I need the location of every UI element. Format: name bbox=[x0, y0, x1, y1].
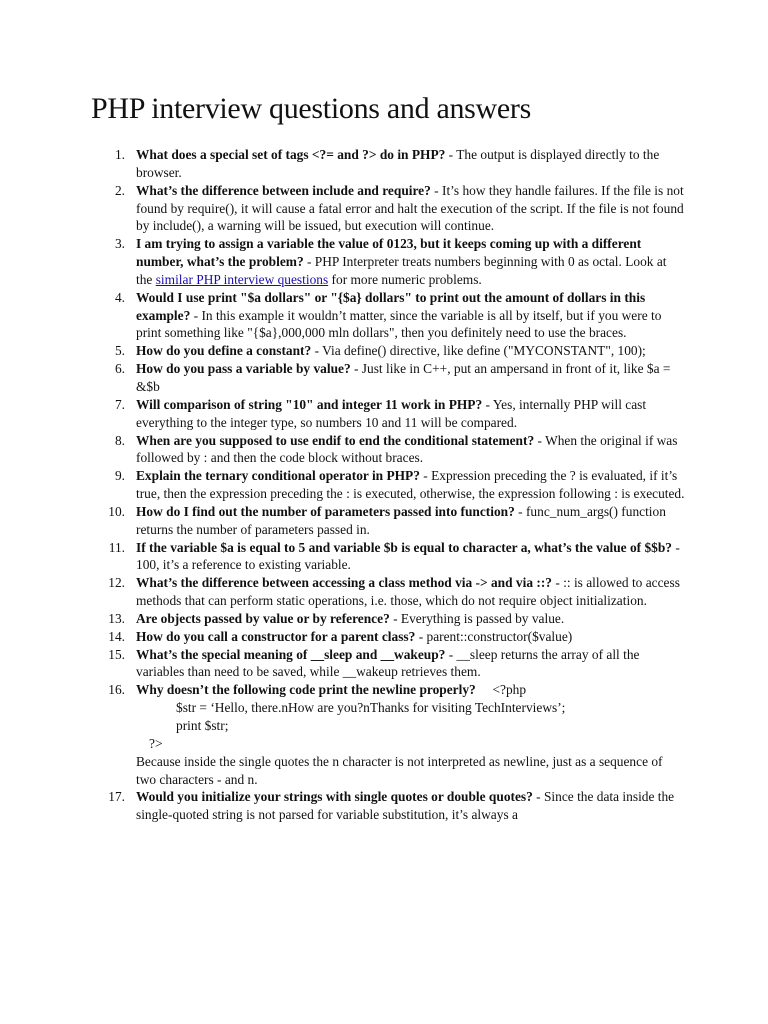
question-text: How do you pass a variable by value? bbox=[136, 361, 351, 377]
question-text: What’s the difference between include and require? bbox=[136, 182, 431, 198]
code-line: ?> bbox=[149, 735, 163, 751]
item-number: 12. bbox=[108, 575, 125, 591]
answer-text: - Just like in C++, put an ampersand in front of it, like $a = &$b bbox=[136, 361, 671, 394]
answer-text: - In this example it wouldn’t matter, since the variable is all by itself, but if you were to print something like "{$a},000,000 mln dollars", then you definitely need to use the braces. bbox=[136, 307, 662, 341]
answer-text: - Since the data inside the single-quoted string is not parsed for variable substitution, it’s always a bbox=[136, 789, 675, 823]
list-item bbox=[95, 342, 685, 360]
list-item bbox=[95, 432, 685, 468]
question-text: If the variable $a is equal to 5 and variable $b is equal to character a, what’s the value of $$b? bbox=[136, 539, 672, 555]
item-number: 15. bbox=[108, 646, 125, 662]
answer-text: - parent::constructor($value) bbox=[415, 628, 573, 644]
list-item bbox=[95, 610, 685, 628]
item-number: 5. bbox=[114, 343, 125, 359]
answer-text: - Everything is passed by value. bbox=[389, 610, 565, 626]
page-title: PHP interview questions and answers bbox=[91, 92, 531, 125]
question-text: How do you call a constructor for a parent class? bbox=[136, 628, 416, 644]
answer-text: - func_num_args() function returns the number of parameters passed in. bbox=[136, 503, 666, 537]
list-item bbox=[95, 146, 685, 182]
list-item bbox=[95, 788, 685, 824]
question-text: How do you define a constant? bbox=[136, 343, 312, 359]
item-number: 16. bbox=[108, 682, 125, 698]
list-item bbox=[95, 574, 685, 610]
answer-text: - :: is allowed to access methods that can perform static operations, i.e. those, which do not require object initialization. bbox=[136, 575, 680, 609]
answer-text: - Yes, internally PHP will cast everything to the integer type, so numbers 10 and 11 will be compared. bbox=[136, 396, 647, 430]
list-item bbox=[95, 539, 685, 575]
code-line: $str = ‘Hello, there.nHow are you?nThanks for visiting TechInterviews’; bbox=[176, 700, 566, 716]
item-number: 11. bbox=[108, 539, 125, 555]
item-number: 7. bbox=[114, 396, 125, 412]
item-number: 13. bbox=[108, 610, 125, 626]
item-number: 10. bbox=[108, 503, 125, 519]
answer-text: Because inside the single quotes the n character is not interpreted as newline, just as a sequence of two characters - and n. bbox=[136, 753, 663, 787]
answer-text: - PHP Interpreter treats numbers beginning with 0 as octal. Look at the bbox=[136, 254, 667, 287]
item-number: 2. bbox=[114, 182, 125, 198]
question-text: How do I find out the number of parameters passed into function? bbox=[136, 503, 515, 519]
item-number: 17. bbox=[108, 789, 125, 805]
code-line: print $str; bbox=[176, 718, 229, 733]
item-number: 8. bbox=[114, 432, 125, 448]
list-item bbox=[95, 396, 685, 432]
answer-text: - __sleep returns the array of all the variables than need to be saved, while __wakeup retrieves them. bbox=[136, 646, 640, 680]
question-text: Would I use print "$a dollars" or "{$a} dollars" to print out the amount of dollars in this example? bbox=[136, 289, 646, 323]
question-text: Would you initialize your strings with single quotes or double quotes? bbox=[136, 789, 533, 805]
item-number: 1. bbox=[114, 147, 125, 162]
question-text: Explain the ternary conditional operator in PHP? bbox=[136, 468, 420, 484]
item-number: 4. bbox=[114, 289, 125, 305]
list-item bbox=[95, 646, 685, 682]
list-item bbox=[95, 182, 685, 236]
list-item bbox=[95, 681, 685, 788]
question-text: Why doesn’t the following code print the newline properly? bbox=[136, 682, 476, 698]
question-text: I am trying to assign a variable the value of 0123, but it keeps coming up with a different number, what’s the problem? bbox=[136, 236, 642, 270]
question-text: What does a special set of tags <?= and ?> do in PHP? bbox=[136, 147, 446, 162]
list-item bbox=[95, 235, 685, 289]
answer-text: - Expression preceding the ? is evaluated, if it’s true, then the expression preceding the : is executed, otherwise, the expression following : is executed. bbox=[136, 468, 685, 502]
question-text: What’s the special meaning of __sleep and __wakeup? bbox=[136, 646, 446, 662]
item-number: 14. bbox=[108, 628, 125, 644]
answer-text: - Via define() directive, like define ("MYCONSTANT", 100); bbox=[311, 343, 646, 359]
question-text: Are objects passed by value or by reference? bbox=[136, 610, 390, 626]
question-text: Will comparison of string "10" and integer 11 work in PHP? bbox=[136, 396, 483, 412]
similar-questions-link[interactable]: similar PHP interview questions bbox=[155, 271, 329, 287]
question-text: When are you supposed to use endif to end the conditional statement? bbox=[136, 432, 535, 448]
answer-text-continued: for more numeric problems. bbox=[328, 271, 482, 287]
code-open-tag: <?php bbox=[475, 682, 527, 698]
item-number: 3. bbox=[114, 236, 125, 252]
question-list bbox=[95, 146, 685, 824]
list-item bbox=[95, 467, 685, 503]
question-text: What’s the difference between accessing a class method via -> and via ::? bbox=[136, 575, 552, 591]
list-item bbox=[95, 289, 685, 343]
list-item bbox=[95, 360, 685, 396]
list-item bbox=[95, 503, 685, 539]
item-number: 9. bbox=[114, 468, 125, 484]
list-item bbox=[95, 628, 685, 646]
answer-text: - The output is displayed directly to the browser. bbox=[136, 147, 660, 180]
answer-text: - It’s how they handle failures. If the file is not found by require(), it will cause a fatal error and halt the execution of the script. If the file is not found by include(), a warning will be issued, but execution will continue. bbox=[136, 182, 684, 234]
answer-text: - 100, it’s a reference to existing variable. bbox=[136, 539, 680, 573]
answer-text: - When the original if was followed by : and then the code block without braces. bbox=[136, 432, 678, 466]
item-number: 6. bbox=[114, 361, 125, 377]
